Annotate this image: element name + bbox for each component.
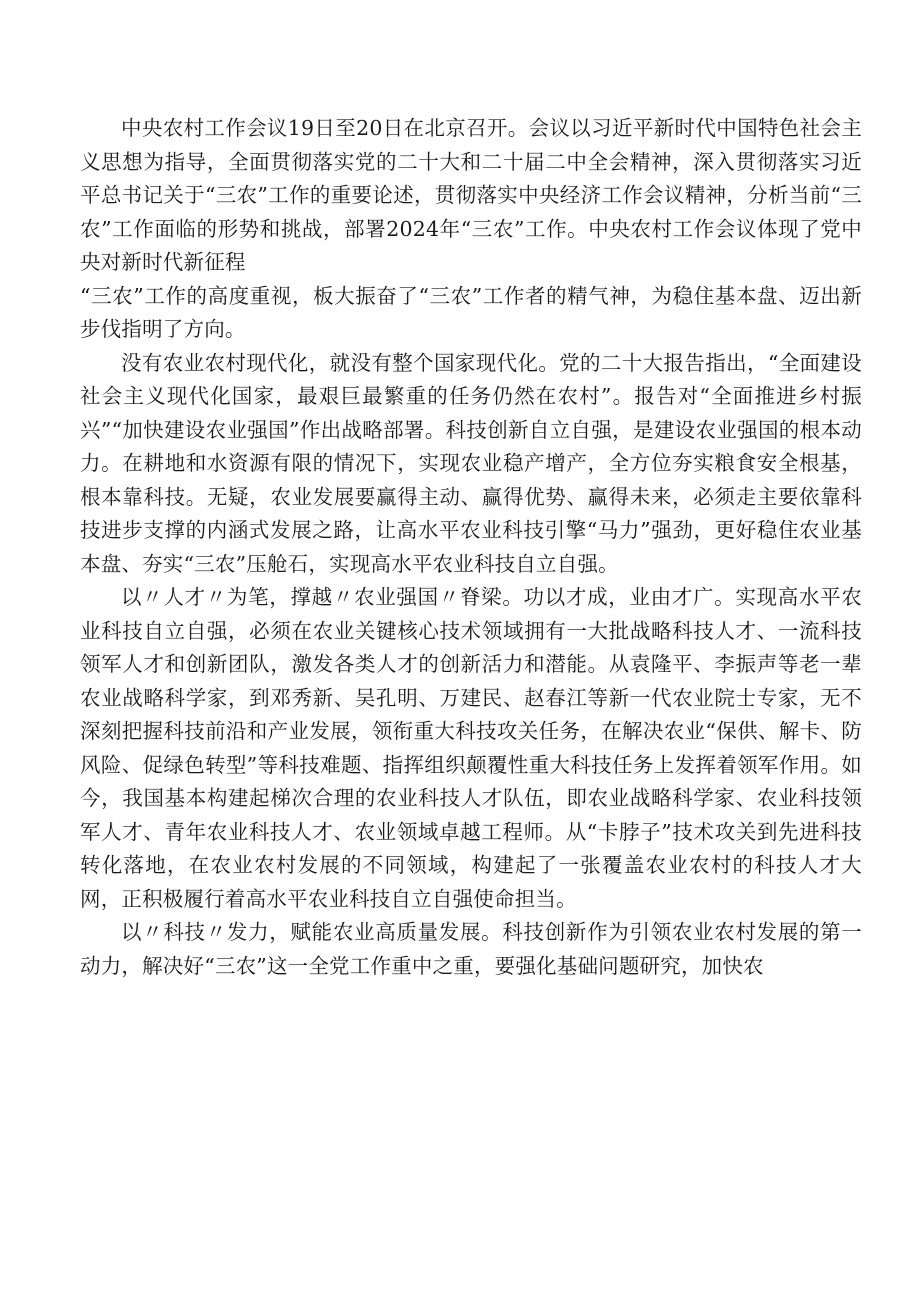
paragraph-4: 以〃科技〃发力，赋能农业高质量发展。科技创新作为引领农业农村发展的第一动力，解决好“三农”这一全党工作重中之重，要强化基础问题研究，加快农: [80, 920, 862, 978]
document-body: [80, 112, 862, 983]
paragraph-2: 没有农业农村现代化，就没有整个国家现代化。党的二十大报告指出，“全面建设社会主义现代化国家，最艰巨最繁重的任务仍然在农村”。报告对“全面推进乡村振兴”“加快建设农业强国”作出战略部署。科技创新自立自强，是建设农业强国的根本动力。在耕地和水资源有限的情况下，实现农业稳产增产，全方位夯实粮食安全根基，根本靠科技。无疑，农业发展要赢得主动、赢得优势、赢得未来，必须走主要依靠科技进步支撑的内涵式发展之路，让高水平农业科技引擎“马力”强劲，更好稳住农业基本盘、夯实“三农”压舱石，实现高水平农业科技自立自强。: [80, 350, 862, 576]
paragraph-1b: “三农”工作的高度重视，板大振奋了“三农”工作者的精气神，为稳住基本盘、迈出新步伐指明了方向。: [80, 283, 862, 341]
paragraph-3: 以〃人才〃为笔，撑越〃农业强国〃脊梁。功以才成，业由才广。实现高水平农业科技自立自强，必须在农业关键核心技术领域拥有一大批战略科技人才、一流科技领军人才和创新团队，激发各类人才的创新活力和潜能。从袁隆平、李振声等老一辈农业战略科学家，到邓秀新、吴孔明、万建民、赵春江等新一代农业院士专家，无不深刻把握科技前沿和产业发展，领衔重大科技攻关任务，在解决农业“保供、解卡、防风险、促绿色转型”等科技难题、指挥组织颠覆性重大科技任务上发挥着领军作用。如今，我国基本构建起梯次合理的农业科技人才队伍，即农业战略科学家、农业科技领军人才、青年农业科技人才、农业领域卓越工程师。从“卡脖子”技术攻关到先进科技转化落地，在农业农村发展的不同领域，构建起了一张覆盖农业农村的科技人才大网，正积极履行着高水平农业科技自立自强使命担当。: [80, 585, 862, 911]
paragraph-1a: 中央农村工作会议19日至20日在北京召开。会议以习近平新时代中国特色社会主义思想为指导，全面贯彻落实党的二十大和二十届二中全会精神，深入贯彻落实习近平总书记关于“三农”工作的重要论述，贯彻落实中央经济工作会议精神，分析当前“三农”工作面临的形势和挑战，部署2024年“三农”工作。中央农村工作会议体现了党中央对新时代新征程: [80, 116, 862, 274]
